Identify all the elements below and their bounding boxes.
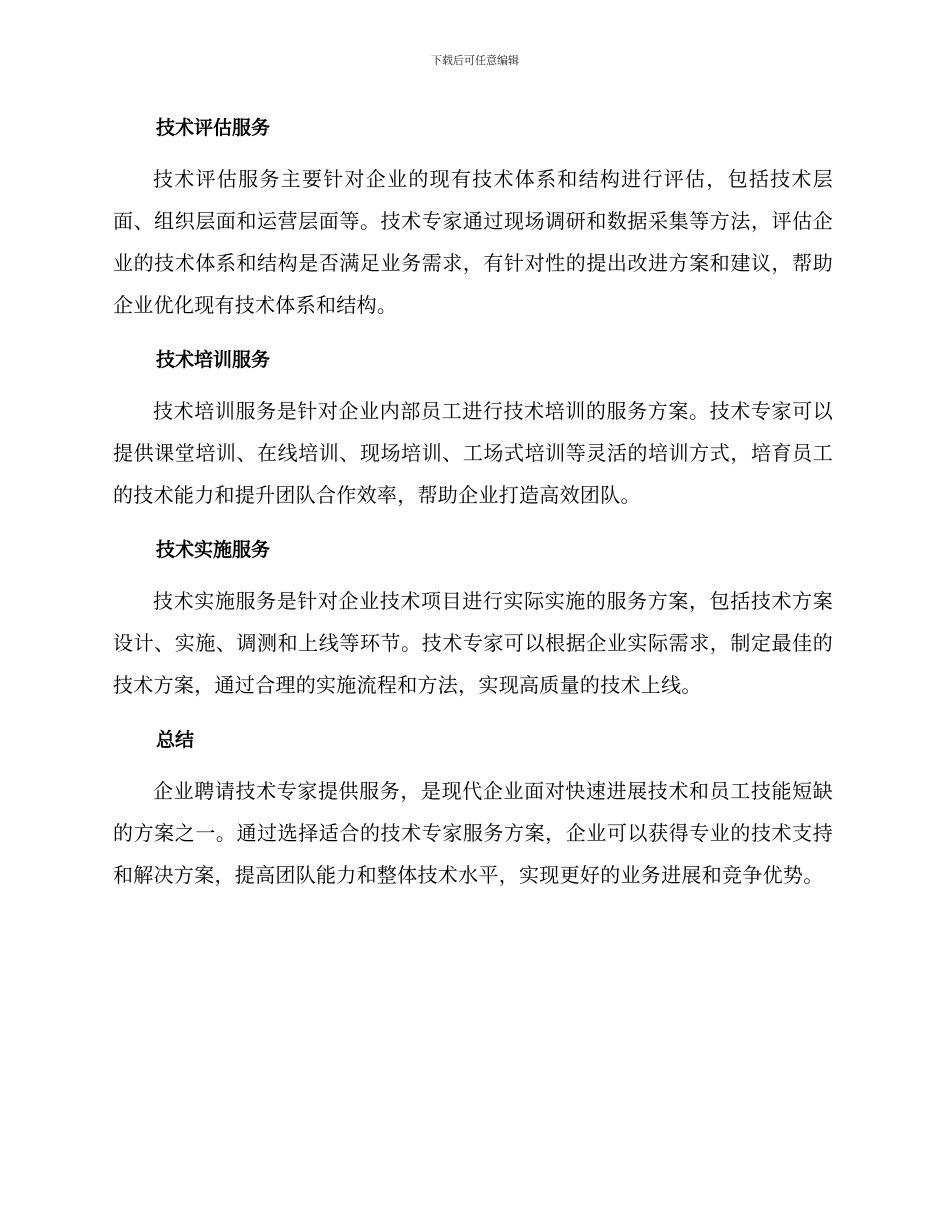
section-heading-summary: 总结 [156, 729, 195, 751]
section-paragraph-tech-assessment: 技术评估服务主要针对企业的现有技术体系和结构进行评估，包括技术层面、组织层面和运营层面等。技术专家通过现场调研和数据采集等方法，评估企业的技术体系和结构是否满足业务需求，有针对性的提出改进方案和建议，帮助企业优化现有技术体系和结构。 [113, 167, 833, 317]
section-heading-tech-implementation: 技术实施服务 [156, 539, 271, 561]
page-header-note: 下载后可任意编辑 [431, 54, 519, 67]
section-paragraph-tech-training: 技术培训服务是针对企业内部员工进行技术培训的服务方案。技术专家可以提供课堂培训、在线培训、现场培训、工场式培训等灵活的培训方式，培育员工的技术能力和提升团队合作效率，帮助企业打造高效团队。 [113, 399, 833, 507]
section-heading-tech-training: 技术培训服务 [156, 349, 271, 371]
document-body [113, 108, 833, 896]
section-paragraph-summary: 企业聘请技术专家提供服务，是现代企业面对快速进展技术和员工技能短缺的方案之一。通过选择适合的技术专家服务方案，企业可以获得专业的技术支持和解决方案，提高团队能力和整体技术水平，实现更好的业务进展和竞争优势。 [113, 779, 833, 887]
section-heading-tech-assessment: 技术评估服务 [156, 117, 271, 139]
section-paragraph-tech-implementation: 技术实施服务是针对企业技术项目进行实际实施的服务方案，包括技术方案设计、实施、调测和上线等环节。技术专家可以根据企业实际需求，制定最佳的技术方案，通过合理的实施流程和方法，实现高质量的技术上线。 [113, 589, 833, 697]
